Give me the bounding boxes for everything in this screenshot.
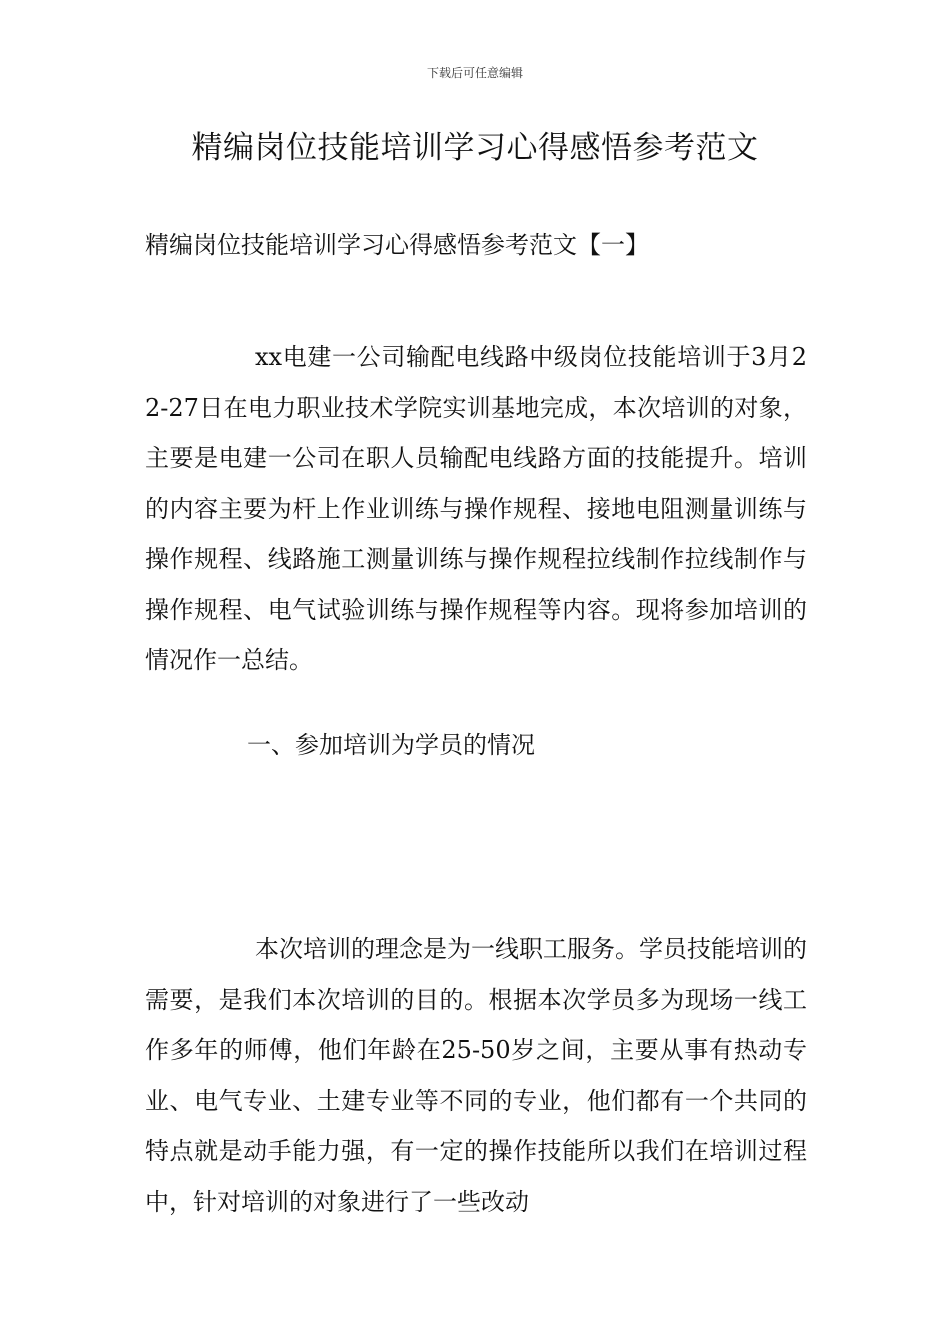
header-note: 下载后可任意编辑 xyxy=(426,66,523,80)
body-paragraph-1: xx电建一公司输配电线路中级岗位技能培训于3月22-27日在电力职业技术学院实训基地完成，本次培训的对象，主要是电建一公司在职人员输配电线路方面的技能提升。培训的内容主要为杆上作业训练与操作规程、接地电阻测量训练与操作规程、线路施工测量训练与操作规程拉线制作拉线制作与操作规程、电气试验训练与操作规程等内容。现将参加培训的情况作一总结。 xyxy=(145,343,807,674)
section-title: 精编岗位技能培训学习心得感悟参考范文【一】 xyxy=(145,231,649,259)
document-title: 精编岗位技能培训学习心得感悟参考范文 xyxy=(191,130,759,166)
body-paragraph-2: 本次培训的理念是为一线职工服务。学员技能培训的需要，是我们本次培训的目的。根据本次学员多为现场一线工作多年的师傅，他们年龄在25-50岁之间，主要从事有热动专业、电气专业、土建专业等不同的专业，他们都有一个共同的特点就是动手能力强，有一定的操作技能所以我们在培训过程中，针对培训的对象进行了一些改动 xyxy=(145,935,807,1216)
section-heading-1: 一、参加培训为学员的情况 xyxy=(247,731,535,759)
